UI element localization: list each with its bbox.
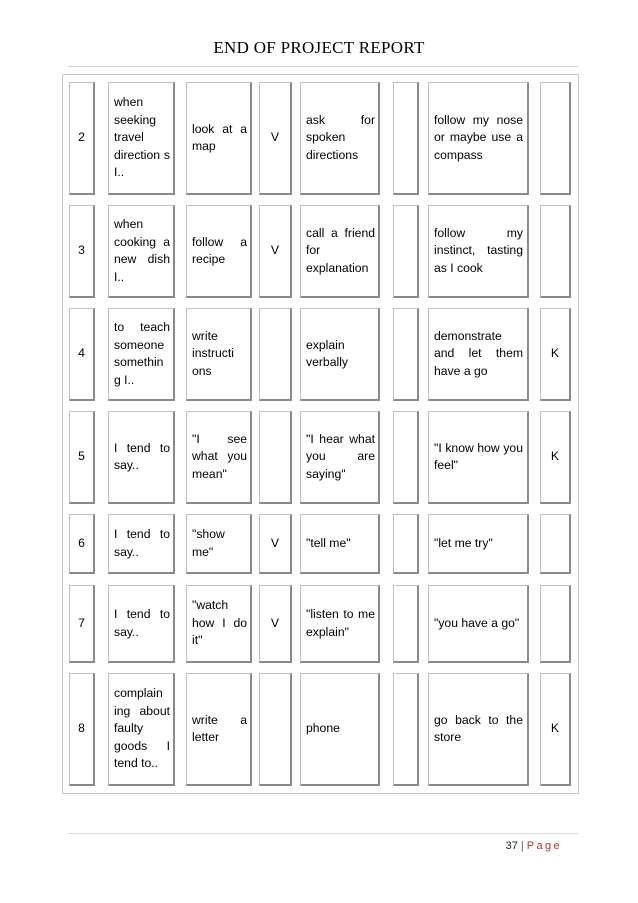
auditory-answer-cell: call a friend for explanation	[300, 205, 380, 298]
header-divider	[68, 66, 578, 67]
kinesthetic-answer-cell: follow my nose or maybe use a compass	[428, 82, 529, 195]
auditory-mark-cell	[393, 411, 419, 504]
row-number-cell: 3	[69, 205, 95, 298]
question-cell: complain ing about faulty goods I tend to..	[108, 673, 175, 786]
table-row	[63, 585, 578, 663]
auditory-answer-cell: explain verbally	[300, 308, 380, 401]
kinesthetic-answer-cell: "let me try"	[428, 514, 529, 574]
kinesthetic-mark-cell	[540, 514, 571, 574]
visual-answer-cell: "watch how I do it"	[186, 585, 252, 663]
visual-mark-cell: V	[259, 205, 292, 298]
table-row	[63, 514, 578, 574]
visual-answer-cell: look at a map	[186, 82, 252, 195]
auditory-answer-cell: "I hear what you are saying"	[300, 411, 380, 504]
kinesthetic-answer-cell: "you have a go"	[428, 585, 529, 663]
row-number-cell: 5	[69, 411, 95, 504]
kinesthetic-mark-cell	[540, 82, 571, 195]
auditory-mark-cell	[393, 673, 419, 786]
visual-mark-cell	[259, 411, 292, 504]
auditory-answer-cell: phone	[300, 673, 380, 786]
visual-mark-cell: V	[259, 82, 292, 195]
page-separator: |	[520, 840, 524, 852]
row-number-cell: 2	[69, 82, 95, 195]
page-header-title: END OF PROJECT REPORT	[213, 38, 425, 57]
auditory-mark-cell	[393, 82, 419, 195]
row-number-cell: 4	[69, 308, 95, 401]
visual-answer-cell: write instructi ons	[186, 308, 252, 401]
question-cell: I tend to say..	[108, 585, 175, 663]
row-number-cell: 8	[69, 673, 95, 786]
kinesthetic-mark-cell	[540, 585, 571, 663]
row-number-cell: 6	[69, 514, 95, 574]
kinesthetic-answer-cell: follow my instinct, tasting as I cook	[428, 205, 529, 298]
auditory-answer-cell: "tell me"	[300, 514, 380, 574]
question-cell: when cooking a new dish I..	[108, 205, 175, 298]
kinesthetic-mark-cell	[540, 205, 571, 298]
visual-answer-cell: follow a recipe	[186, 205, 252, 298]
kinesthetic-mark-cell: K	[540, 308, 571, 401]
visual-mark-cell	[259, 308, 292, 401]
auditory-mark-cell	[393, 205, 419, 298]
auditory-answer-cell: "listen to me explain"	[300, 585, 380, 663]
page-number: 37	[505, 840, 518, 852]
question-cell: to teach someone somethin g I..	[108, 308, 175, 401]
visual-answer-cell: write a letter	[186, 673, 252, 786]
question-cell: I tend to say..	[108, 411, 175, 504]
table-row	[63, 82, 578, 195]
learning-style-table	[62, 74, 579, 794]
auditory-answer-cell: ask for spoken directions	[300, 82, 380, 195]
page-footer	[440, 840, 562, 852]
visual-answer-cell: "show me"	[186, 514, 252, 574]
kinesthetic-mark-cell: K	[540, 673, 571, 786]
page-label: Page	[526, 840, 562, 852]
visual-mark-cell: V	[259, 585, 292, 663]
table-row	[63, 308, 578, 401]
footer-divider	[68, 833, 578, 834]
auditory-mark-cell	[393, 308, 419, 401]
visual-mark-cell: V	[259, 514, 292, 574]
kinesthetic-mark-cell: K	[540, 411, 571, 504]
auditory-mark-cell	[393, 585, 419, 663]
visual-answer-cell: "I see what you mean"	[186, 411, 252, 504]
visual-mark-cell	[259, 673, 292, 786]
kinesthetic-answer-cell: go back to the store	[428, 673, 529, 786]
row-number-cell: 7	[69, 585, 95, 663]
auditory-mark-cell	[393, 514, 419, 574]
question-cell: I tend to say..	[108, 514, 175, 574]
table-row	[63, 205, 578, 298]
kinesthetic-answer-cell: "I know how you feel"	[428, 411, 529, 504]
kinesthetic-answer-cell: demonstrate and let them have a go	[428, 308, 529, 401]
question-cell: when seeking travel direction s I..	[108, 82, 175, 195]
table-row	[63, 411, 578, 504]
table-row	[63, 673, 578, 786]
